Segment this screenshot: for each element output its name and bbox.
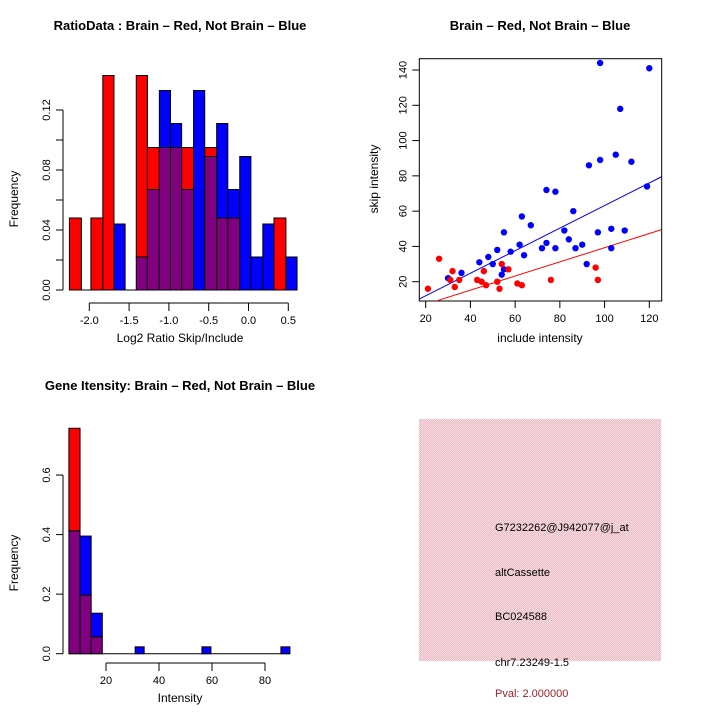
locus-text: chr7.23249-1.5	[495, 657, 569, 669]
svg-text:0.4: 0.4	[41, 526, 53, 543]
svg-text:60: 60	[509, 313, 522, 325]
svg-text:-1.5: -1.5	[119, 315, 139, 327]
gene-intensity-histogram-plot	[0, 360, 360, 720]
svg-text:0.00: 0.00	[41, 279, 53, 301]
probe-id-text: G7232262@J942077@j_at	[495, 522, 629, 534]
svg-text:80: 80	[553, 313, 566, 325]
event-info-box	[419, 419, 661, 700]
svg-text:140: 140	[397, 60, 410, 80]
intensity-scatter-ylabel: skip intensity	[367, 144, 381, 214]
svg-text:0.04: 0.04	[41, 219, 53, 241]
gene-intensity-histogram-ylabel: Frequency	[7, 534, 21, 592]
gene-intensity-histogram-title: Gene Itensity: Brain – Red, Not Brain – Blue	[44, 378, 316, 393]
ratio-histogram-title: RatioData : Brain – Red, Not Brain – Blue	[53, 18, 307, 33]
svg-text:100: 100	[397, 131, 410, 150]
ratio-histogram-panel	[0, 0, 360, 360]
ratio-histogram-ylabel: Frequency	[7, 170, 21, 228]
pval-text: Pval: 2.000000	[495, 688, 569, 700]
svg-text:20: 20	[397, 275, 410, 288]
gene-intensity-histogram-xlabel: Intensity	[157, 691, 203, 705]
svg-text:80: 80	[397, 169, 410, 182]
intensity-scatter-panel	[360, 0, 720, 360]
svg-text:100: 100	[595, 313, 614, 325]
intensity-scatter-title: Brain – Red, Not Brain – Blue	[449, 18, 631, 33]
svg-text:0.2: 0.2	[41, 586, 53, 602]
svg-text:40: 40	[464, 313, 477, 325]
svg-text:-0.5: -0.5	[199, 315, 219, 327]
svg-text:60: 60	[205, 675, 219, 687]
intensity-scatter-plot	[360, 0, 720, 360]
svg-text:0.12: 0.12	[41, 99, 53, 121]
svg-text:0.6: 0.6	[41, 467, 53, 483]
svg-text:0.08: 0.08	[41, 159, 53, 181]
gene-intensity-histogram-panel	[0, 360, 360, 720]
svg-text:40: 40	[397, 240, 410, 253]
svg-text:0.5: 0.5	[280, 315, 296, 327]
svg-text:40: 40	[152, 675, 166, 687]
event-info-panel	[360, 360, 720, 720]
splice-event-type-text: altCassette	[495, 567, 551, 579]
svg-text:20: 20	[99, 675, 113, 687]
svg-text:0.0: 0.0	[240, 315, 257, 327]
svg-text:120: 120	[397, 96, 410, 115]
ratio-histogram-xlabel: Log2 Ratio Skip/Include	[116, 331, 244, 345]
svg-text:0.0: 0.0	[41, 646, 53, 662]
ratio-histogram-plot	[0, 0, 360, 360]
svg-text:80: 80	[258, 675, 272, 687]
intensity-scatter-xlabel: include intensity	[497, 331, 583, 345]
accession-text: BC024588	[495, 611, 547, 623]
svg-text:20: 20	[419, 313, 432, 325]
svg-text:120: 120	[640, 313, 659, 325]
svg-text:60: 60	[397, 205, 410, 218]
svg-text:-1.0: -1.0	[159, 315, 179, 327]
svg-text:-2.0: -2.0	[79, 315, 99, 327]
